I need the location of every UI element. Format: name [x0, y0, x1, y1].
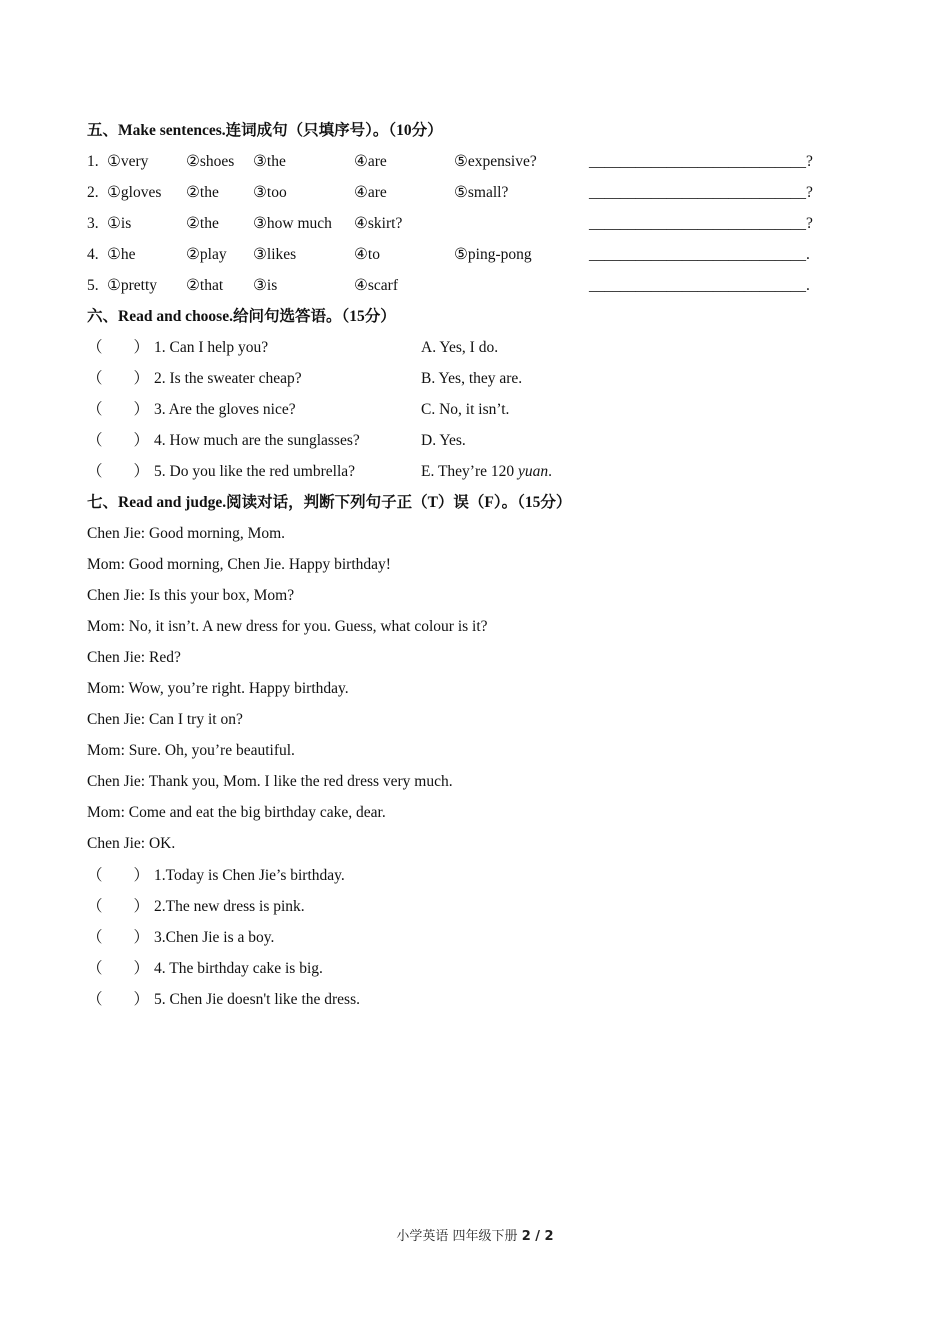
row-number: 2. — [87, 184, 99, 201]
dialogue-line: Chen Jie: Good morning, Mom. — [87, 525, 286, 542]
word-4: ④to — [354, 246, 380, 263]
answer-option: D. Yes. — [421, 432, 466, 449]
question-text: 5. Do you like the red umbrella? — [154, 463, 356, 480]
word-2: ②that — [186, 277, 224, 294]
judgment-statement: 5. Chen Jie doesn't like the dress. — [154, 991, 360, 1008]
word-3: ③how much — [253, 215, 332, 232]
dialogue-line: Mom: Sure. Oh, you’re beautiful. — [87, 742, 295, 759]
judgment-statement: 3.Chen Jie is a boy. — [154, 929, 275, 946]
section6-heading: 六、Read and choose.给问句选答语。（15分） — [87, 308, 396, 325]
word-3: ③too — [253, 184, 287, 201]
question-text: 2. Is the sweater cheap? — [154, 370, 302, 387]
page-footer — [0, 1225, 950, 1244]
answer-parenthesis[interactable]: （ ） — [87, 339, 150, 356]
footer-text: 小学英语 四年级下册 — [396, 1229, 522, 1244]
answer-parenthesis[interactable]: （ ） — [87, 867, 150, 884]
question-text: 1. Can I help you? — [154, 339, 269, 356]
row-number: 3. — [87, 215, 99, 232]
word-3: ③likes — [253, 246, 297, 263]
dialogue-line: Chen Jie: Can I try it on? — [87, 711, 243, 728]
answer-prefix: E. They’re 120 — [421, 463, 518, 480]
question-text: 3. Are the gloves nice? — [154, 401, 296, 418]
dialogue-line: Chen Jie: Thank you, Mom. I like the red dress very much. — [87, 773, 453, 790]
word-2: ②play — [186, 246, 227, 263]
page-number: 2 / 2 — [521, 1229, 554, 1244]
section5-heading: 五、Make sentences.连词成句（只填序号）。（10分） — [87, 122, 443, 139]
answer-suffix: . — [548, 463, 553, 480]
word-4: ④are — [354, 153, 387, 170]
dialogue-line: Mom: Good morning, Chen Jie. Happy birthday! — [87, 556, 391, 573]
answer-blank[interactable]: ____________________________. — [589, 277, 810, 294]
word-4: ④skirt? — [354, 215, 403, 232]
dialogue-line: Chen Jie: OK. — [87, 835, 176, 852]
answer-blank[interactable]: ____________________________? — [589, 153, 813, 170]
judgment-statement: 1.Today is Chen Jie’s birthday. — [154, 867, 345, 884]
word-4: ④scarf — [354, 277, 399, 294]
word-5: ⑤expensive? — [454, 153, 537, 170]
word-3: ③is — [253, 277, 278, 294]
word-5: ⑤small? — [454, 184, 509, 201]
answer-blank[interactable]: ____________________________. — [589, 246, 810, 263]
section7-heading: 七、Read and judge.阅读对话，判断下列句子正（T）误（F）。（15分） — [87, 494, 572, 511]
word-4: ④are — [354, 184, 387, 201]
word-1: ①is — [107, 215, 132, 232]
word-5: ⑤ping-pong — [454, 246, 532, 263]
answer-parenthesis[interactable]: （ ） — [87, 929, 150, 946]
question-text: 4. How much are the sunglasses? — [154, 432, 360, 449]
dialogue-line: Mom: Come and eat the big birthday cake, dear. — [87, 804, 386, 821]
currency-word: yuan — [518, 463, 549, 480]
word-2: ②the — [186, 215, 219, 232]
answer-parenthesis[interactable]: （ ） — [87, 370, 150, 387]
answer-parenthesis[interactable]: （ ） — [87, 463, 150, 480]
row-number: 4. — [87, 246, 99, 263]
dialogue-line: Mom: Wow, you’re right. Happy birthday. — [87, 680, 349, 697]
answer-parenthesis[interactable]: （ ） — [87, 401, 150, 418]
answer-option: B. Yes, they are. — [421, 370, 523, 387]
answer-option: A. Yes, I do. — [421, 339, 499, 356]
row-number: 5. — [87, 277, 99, 294]
answer-option: C. No, it isn’t. — [421, 401, 510, 418]
dialogue-line: Chen Jie: Is this your box, Mom? — [87, 587, 295, 604]
answer-parenthesis[interactable]: （ ） — [87, 991, 150, 1008]
dialogue-line: Chen Jie: Red? — [87, 649, 181, 666]
judgment-statement: 4. The birthday cake is big. — [154, 960, 323, 977]
answer-parenthesis[interactable]: （ ） — [87, 432, 150, 449]
answer-parenthesis[interactable]: （ ） — [87, 898, 150, 915]
answer-blank[interactable]: ____________________________? — [589, 184, 813, 201]
word-3: ③the — [253, 153, 286, 170]
word-1: ①pretty — [107, 277, 158, 294]
word-1: ①gloves — [107, 184, 162, 201]
word-1: ①very — [107, 153, 149, 170]
word-1: ①he — [107, 246, 136, 263]
dialogue-line: Mom: No, it isn’t. A new dress for you. Guess, what colour is it? — [87, 618, 488, 635]
judgment-statement: 2.The new dress is pink. — [154, 898, 305, 915]
word-2: ②the — [186, 184, 219, 201]
answer-blank[interactable]: ____________________________? — [589, 215, 813, 232]
word-2: ②shoes — [186, 153, 235, 170]
answer-option — [421, 462, 552, 482]
row-number: 1. — [87, 153, 99, 170]
answer-parenthesis[interactable]: （ ） — [87, 960, 150, 977]
